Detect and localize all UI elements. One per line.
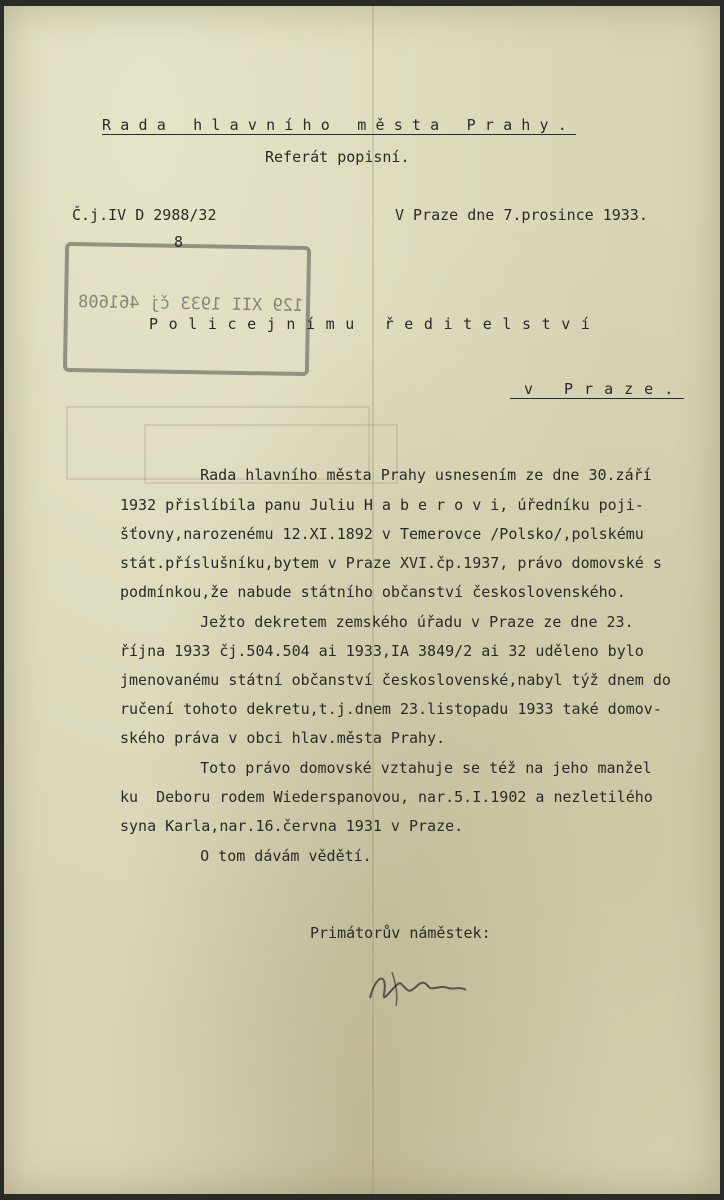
received-stamp xyxy=(63,242,311,376)
body-line: října 1933 čj.504.504 ai 1933,IA 3849/2 ai 32 uděleno bylo xyxy=(120,642,644,660)
body-line: Ježto dekretem zemského úřadu v Praze ze dne 23. xyxy=(164,613,634,631)
body-line: jmenovanému státní občanství československé,nabyl týž dnem do xyxy=(120,671,671,689)
body-line: 1932 přislíbila panu Juliu H a b e r o v i, úředníku poji- xyxy=(120,496,644,514)
body-line: O tom dávám vědětí. xyxy=(164,847,372,865)
stamp-text: 129 XII 1933 čj 461608 xyxy=(77,292,304,317)
body-line: stát.příslušníku,bytem v Praze XVI.čp.1937, právo domovské s xyxy=(120,554,662,572)
handwritten-signature xyxy=(362,954,472,1014)
body-line: Toto právo domovské vztahuje se též na jeho manžel xyxy=(164,759,652,777)
body-line: ručení tohoto dekretu,t.j.dnem 23.listopadu 1933 také domov- xyxy=(120,700,662,718)
department-heading: Referát popisní. xyxy=(265,148,410,166)
office-heading: Rada hlavního města Prahy. xyxy=(102,116,576,134)
addressee-line: Policejnímu ředitelství xyxy=(149,315,601,333)
reference-number: Č.j.IV D 2988/32 xyxy=(72,206,217,224)
place-date: V Praze dne 7.prosince 1933. xyxy=(395,206,648,224)
body-line: ku Deboru rodem Wiederspanovou, nar.5.I.1902 a nezletilého xyxy=(120,788,653,806)
body-line: Rada hlavního města Prahy usnesením ze dne 30.září xyxy=(164,466,652,484)
body-line: syna Karla,nar.16.června 1931 v Praze. xyxy=(120,817,464,835)
signatory-title: Primátorův náměstek: xyxy=(310,924,491,942)
body-line: ského práva v obci hlav.města Prahy. xyxy=(120,729,446,747)
addressee-city: v Praze. xyxy=(510,380,684,399)
reference-sub: 8 xyxy=(174,233,184,251)
body-line: podmínkou,že nabude státního občanství československého. xyxy=(120,583,626,601)
document-page xyxy=(4,6,720,1194)
body-line: šťovny,narozenému 12.XI.1892 v Temerovce /Polsko/,polskému xyxy=(120,525,644,543)
